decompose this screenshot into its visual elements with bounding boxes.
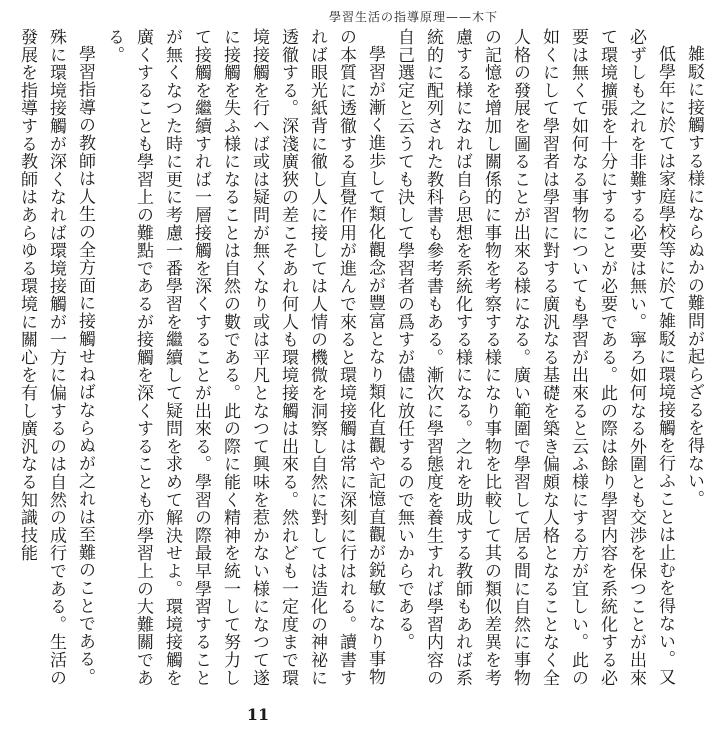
paragraph: 低學年に於ては家庭學校等に於て雑駁に環境接觸を行ふことは止むを得ない。又必ずしも之れを非難する必要は無い。寧ろ如何なる外圍とも交渉を保つことが出來て環境擴張を十分にすることが必要である。此の際は餘り學習内容を系統化する必要は無くて如何なる事物についても學習が出來ると云ふ様にする方が宜しい。此の如くにして學習者は學習に對する廣汎なる基礎を築き偏頗な人格となることなく全人格の發展を圖ることが出來る様になる。廣い範圍で學習して居る間に自然に事物の記憶を增加し關係的に事物を考察する様になり事物を比較して其の類似差異を考慮する様になれば自ら思想を系統化する様になる。之れを助成する教師もあれば系統的に配列された教科書も參考書もある。漸次に學習態度を養生すれば學習内容の自己選定と云うても決して學習者の爲すが儘に放任するので無いからである。 xyxy=(394,28,675,687)
page-number: 11 xyxy=(246,705,270,724)
page-body xyxy=(12,28,704,700)
running-header: 學習生活の指導原理——木下 xyxy=(328,10,498,24)
paragraph: 學習指導の教師は人生の全方面に接觸せねばならぬが之れは至難のことである。殊に環境接觸が深くなれば環境接觸が一方に偏するのは自然の成行である。生活の發展を指導する教師はあらゆる環境に關心を有し廣汎なる知識技能 xyxy=(17,28,95,687)
body-text xyxy=(12,28,708,700)
paragraph: 雑駁に接觸する様にならぬかの難問が起らざるを得ない。 xyxy=(684,45,704,508)
paragraph: 學習が漸く進歩して類化觀念が豐富となり類化直觀や記憶直觀が鋭敏になり事物の本質に透徹する直覺作用が進んで來ると環境接觸は常に深刻に行はれる。讀書すれば眼光紙背に徹し人に接しては人情の機微を洞察し自然に對しては造化の神祕に透徹する。深淺廣狹の差こそあれ何人も環境接觸は出來る。然れども一定度まで環境接觸を行へば或は疑問が無くなり或は平凡となつて興味を惹かない様になつて遂に接觸を失ふ様になることは自然の數である。此の際に能く精神を統一して努力して接觸を繼續すれば一層接觸を深くすることが出來る。學習の際最早學習することが無くなつた時に更に考慮一番學習を繼續して疑問を求めて解決せよ。環境接觸を廣くすることも學習上の難點であるが接觸を深くすることも亦學習上の大難關である。 xyxy=(104,28,385,687)
